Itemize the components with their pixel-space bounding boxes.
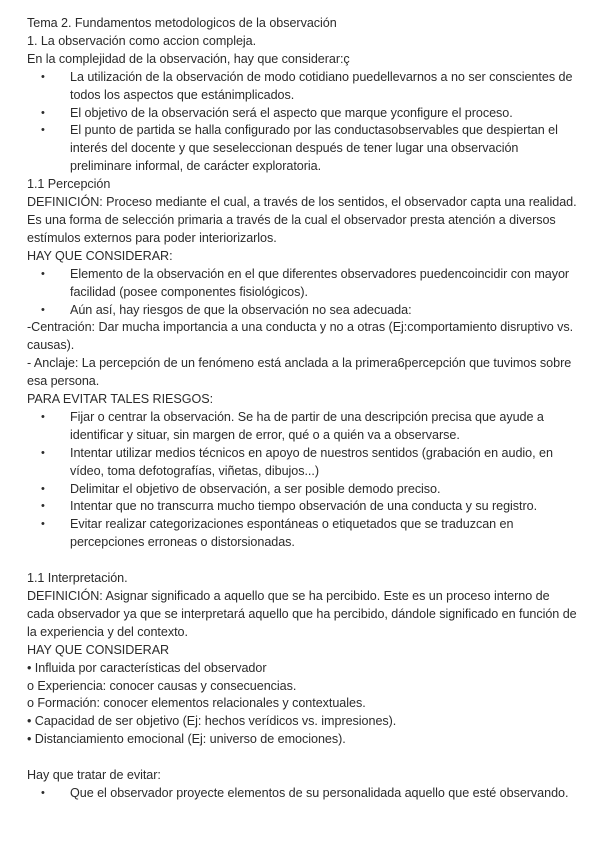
bullet-icon: •: [41, 500, 45, 513]
bullet-icon: •: [41, 410, 45, 423]
complexity-list: [27, 69, 580, 176]
bullet-icon: •: [41, 106, 45, 119]
list-item: • Intentar utilizar medios técnicos en apoyo de nuestros sentidos (grabación en audio, en vídeo, toma defotografías, viñetas, dibujos...): [41, 445, 553, 478]
list-item: • Elemento de la observación en el que diferentes observadores puedencoincidir con mayor facilidad (posee componentes fisiológicos).: [41, 266, 570, 299]
perception-consider-label: HAY QUE CONSIDERAR:: [27, 248, 173, 263]
risk-anclaje: - Anclaje: La percepción de un fenómeno está anclada a la primera6percepción que tuvimos sobre esa persona.: [27, 356, 572, 389]
list-item: • Intentar que no transcurra mucho tiempo observación de una conducta y su registro.: [27, 498, 580, 516]
interpretation-item: • Distanciamiento emocional (Ej: universo de emociones).: [27, 732, 346, 747]
list-item: • Aún así, hay riesgos de que la observación no sea adecuada:: [27, 302, 580, 320]
list-item: • Evitar realizar categorizaciones espontáneas o etiquetados que se traduzcan en percepciones erroneas o distorsionadas.: [41, 517, 514, 550]
avoid-risks-label: PARA EVITAR TALES RIESGOS:: [27, 392, 214, 407]
perception-consider-list: [27, 266, 580, 320]
list-item: • Que el observador proyecte elementos de su personalidada aquello que esté observando.: [27, 785, 580, 803]
perception-heading: 1.1 Percepción: [27, 177, 111, 192]
interpretation-item: • Influida por características del observador: [27, 660, 267, 675]
interpretation-definition: DEFINICIÓN: Asignar significado a aquello que se ha percibido. Este es un proceso interno de cada observador ya que se interpretará aquello que ha percibido, dándole significado en función de la experiencia y del contexto.: [27, 588, 577, 639]
list-item: • El punto de partida se halla configurado por las conductasobservables que despiertan el interés del docente y que seseleccionan después de tener lugar una observación preliminare informal, de carácter exploratoria.: [41, 123, 558, 174]
interpretation-avoid-list: [27, 785, 580, 803]
list-item: • El objetivo de la observación será el aspecto que marque yconfigure el proceso.: [27, 105, 580, 123]
list-item: • La utilización de la observación de modo cotidiano puedellevarnos a no ser conscientes de todos los aspectos que estánimplicados.: [41, 69, 573, 102]
spacer: [27, 552, 580, 570]
interpretation-item: • Capacidad de ser objetivo (Ej: hechos verídicos vs. impresiones).: [27, 714, 397, 729]
interpretation-consider-label: HAY QUE CONSIDERAR: [27, 642, 170, 657]
risk-centracion: -Centración: Dar mucha importancia a una conducta y no a otras (Ej:comportamiento disruptivo vs. causas).: [27, 320, 574, 353]
interpretation-item: o Experiencia: conocer causas y consecuencias.: [27, 678, 297, 693]
interpretation-heading: 1.1 Interpretación.: [27, 571, 128, 586]
interpretation-item: o Formación: conocer elementos relacionales y contextuales.: [27, 696, 366, 711]
intro-text: En la complejidad de la observación, hay que considerar:ç: [27, 51, 350, 66]
list-item: • Delimitar el objetivo de observación, a ser posible demodo preciso.: [27, 481, 580, 499]
bullet-icon: •: [41, 303, 45, 316]
bullet-icon: •: [41, 518, 45, 531]
bullet-icon: •: [41, 786, 45, 799]
bullet-icon: •: [41, 124, 45, 137]
avoid-risks-list: [27, 409, 580, 552]
interpretation-avoid-label: Hay que tratar de evitar:: [27, 768, 161, 783]
list-item: • Fijar o centrar la observación. Se ha de partir de una descripción precisa que ayude a identificar y situar, sin margen de error, qué o a quién va a observarse.: [41, 409, 544, 442]
bullet-icon: •: [41, 267, 45, 280]
bullet-icon: •: [41, 482, 45, 495]
document-title: Tema 2. Fundamentos metodologicos de la observación: [27, 16, 337, 30]
spacer: [27, 749, 580, 767]
perception-definition: DEFINICIÓN: Proceso mediante el cual, a través de los sentidos, el observador capta una realidad. Es una forma de selección primaria a través de la cual el observador presta atención a diversos estímulos externos para poder interiorizarlos.: [27, 195, 577, 245]
bullet-icon: •: [41, 70, 45, 83]
bullet-icon: •: [41, 446, 45, 459]
section-heading-1: 1. La observación como accion compleja.: [27, 33, 257, 48]
